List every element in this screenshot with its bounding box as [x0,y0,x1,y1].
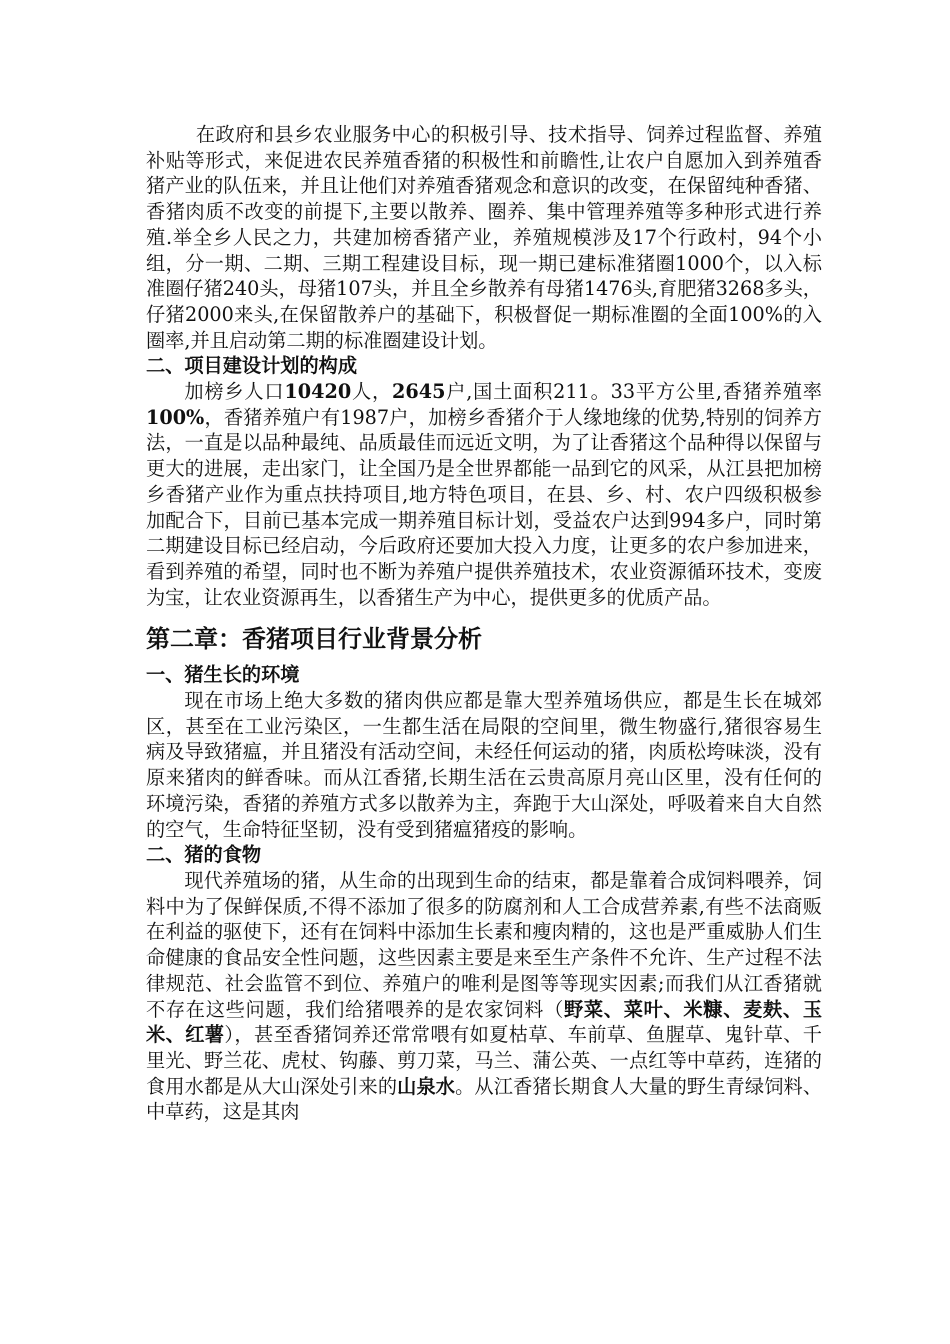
household-value: 2645 [392,380,446,404]
breeding-rate-value: 100% [146,405,205,429]
environment-paragraph: 现在市场上绝大多数的猪肉供应都是靠大型养殖场供应，都是生长在城郊区，甚至在工业污染区，一生都生活在局限的空间里，微生物盛行,猪很容易生病及导致猪瘟，并且猪没有活动空间，未经任何运动的猪，肉质松垮味淡，没有原来猪肉的鲜香味。而从江香猪,长期生活在云贵高原月亮山区里，没有任何的环境污染，香猪的养殖方式多以散养为主，奔跑于大山深处，呼吸着来自大自然的空气，生命特征坚韧，没有受到猪瘟猪疫的影响。 [146,689,822,841]
text-run: 人， [351,380,393,404]
section-heading-environment: 一、猪生长的环境 [146,663,300,687]
document-page [146,122,822,1125]
text-run: 。从江香猪长期食人大量的野生青绿饲料、中草药，这是其肉 [146,1074,823,1124]
chapter-title: 第二章：香猪项目行业背景分析 [146,624,482,654]
text-run: 加榜乡人口 [184,380,285,404]
intro-paragraph: 在政府和县乡农业服务中心的积极引导、技术指导、饲养过程监督、养殖补贴等形式，来促进农民养殖香猪的积极性和前瞻性,让农户自愿加入到养殖香猪产业的队伍来，并且让他们对养殖香猪观念和意识的改变，在保留纯种香猪、香猪肉质不改变的前提下,主要以散养、圈养、集中管理养殖等多种形式进行养殖.举全乡人民之力，共建加榜香猪产业，养殖规模涉及17个行政村，94个小组，分一期、二期、三期工程建设目标，现一期已建标准猪圈1000个，以入标准圈仔猪240头，母猪107头，并且全乡散养有母猪1476头,育肥猪3268多头，仔猪2000来头,在保留散养户的基础下，积极督促一期标准圈的全面100%的入圈率,并且启动第二期的标准圈建设计划。 [146,123,822,352]
plan-paragraph [146,379,822,610]
population-value: 10420 [284,380,352,404]
text-run: ），甚至香猪饲养还常常喂有如夏枯草、车前草、鱼腥草、鬼针草、千里光、野兰花、虎杖、钩藤、剪刀菜，马兰、蒲公英、一点红等中草药，连猪的食用水都是从大山深处引来的 [146,1023,822,1098]
food-paragraph [146,868,822,1125]
text-run: 户,国土面积211。33平方公里,香猪养殖率 [445,380,822,404]
spring-water: 山泉水 [397,1074,456,1098]
section-heading-plan: 二、项目建设计划的构成 [146,354,358,378]
section-heading-food: 二、猪的食物 [146,843,262,867]
feed-list: 野菜、菜叶、米糠、麦麸、玉米、红薯 [146,997,823,1047]
text-run: ，香猪养殖户有1987户，加榜乡香猪介于人缘地缘的优势,特别的饲养方法，一直是以品种最纯、品质最佳而远近文明，为了让香猪这个品种得以保留与更大的进展，走出家门，让全国乃是全世界都能一品到它的风采，从江县把加榜乡香猪产业作为重点扶持项目,地方特色项目，在县、乡、村、农户四级积极参加配合下，目前已基本完成一期养殖目标计划，受益农户达到994多户，同时第二期建设目标已经启动，今后政府还要加大投入力度，让更多的农户参加进来，看到养殖的希望，同时也不断为养殖户提供养殖技术，农业资源循环技术，变废为宝，让农业资源再生，以香猪生产为中心，提供更多的优质产品。 [146,405,822,609]
text-run: 现代养殖场的猪，从生命的出现到生命的结束，都是靠着合成饲料喂养，饲料中为了保鲜保质,不得不添加了很多的防腐剂和人工合成营养素,有些不法商贩在利益的驱使下，还有在饲料中添加生长素和瘦肉精的，这也是严重威胁人们生命健康的食品安全性问题，这些因素主要是来至生产条件不允许、生产过程不法律规范、社会监管不到位、养殖户的唯利是图等等现实因素;而我们从江香猪就不存在这些问题，我们给猪喂养的是农家饲料（ [146,868,822,1021]
